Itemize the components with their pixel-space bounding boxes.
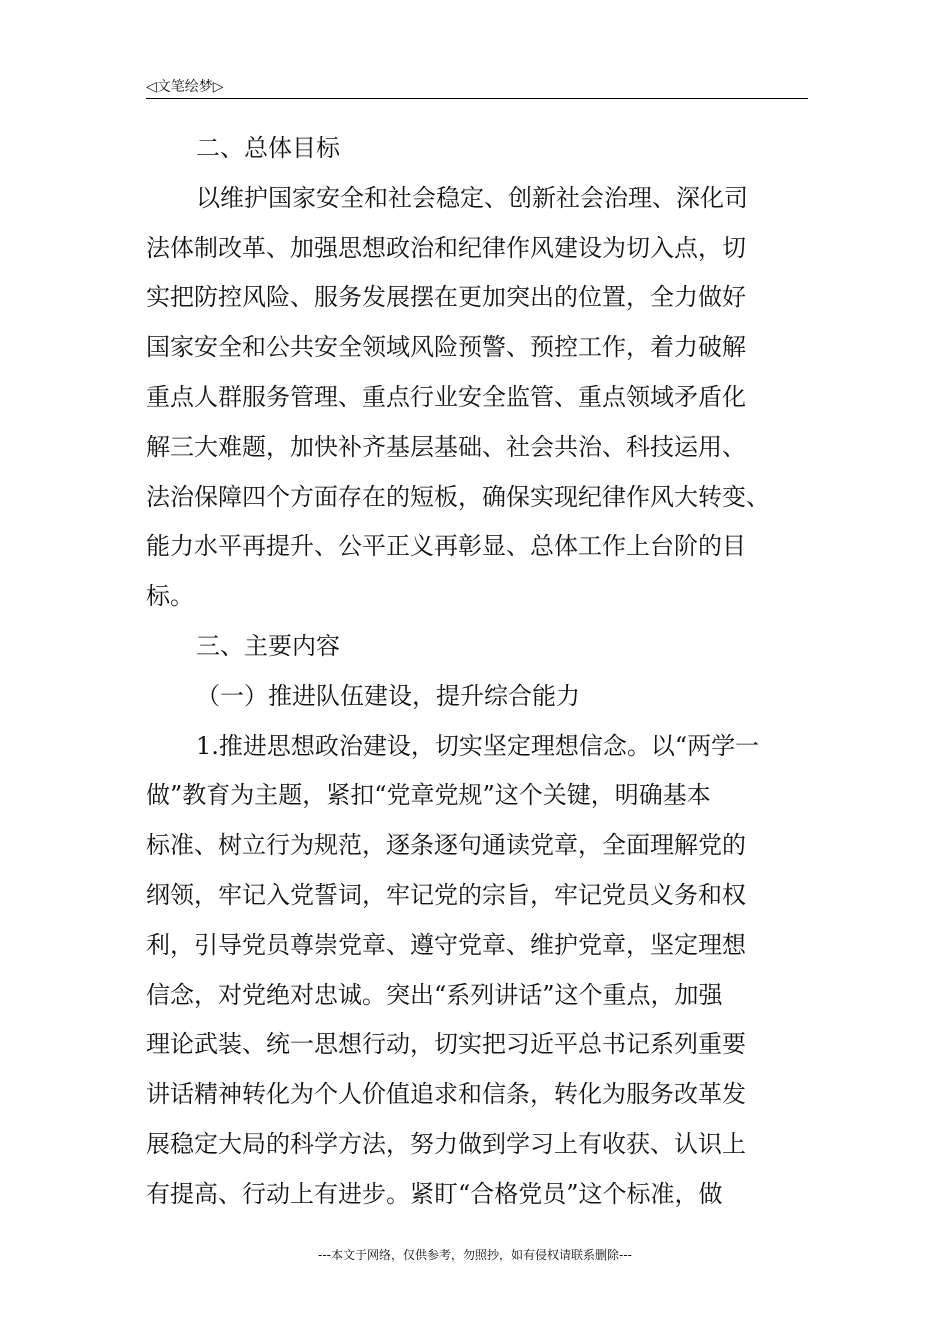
paragraph-line: 重点人群服务管理、重点行业安全监管、重点领域矛盾化 bbox=[146, 382, 746, 411]
paragraph-line: 利，引导党员尊崇党章、遵守党章、维护党章，坚定理想 bbox=[146, 930, 746, 959]
paragraph-line: 法体制改革、加强思想政治和纪律作风建设为切入点，切 bbox=[146, 233, 746, 262]
section-heading: 二、总体目标 bbox=[196, 134, 340, 162]
paragraph-line: 纲领，牢记入党誓词，牢记党的宗旨，牢记党员义务和权 bbox=[146, 880, 746, 909]
paragraph-line: 1.推进思想政治建设，切实坚定理想信念。以“两学一 bbox=[196, 731, 760, 760]
paragraph-line: 标。 bbox=[146, 582, 194, 611]
page-footer: ---本文于网络，仅供参考，勿照抄，如有侵权请联系删除--- bbox=[318, 1248, 632, 1262]
paragraph-line: 以维护国家安全和社会稳定、创新社会治理、深化司 bbox=[196, 183, 748, 212]
subsection-heading: （一）推进队伍建设，提升综合能力 bbox=[196, 681, 580, 710]
paragraph-line: 标准、树立行为规范，逐条逐句通读党章，全面理解党的 bbox=[146, 831, 746, 860]
document-body bbox=[146, 124, 808, 1220]
header-title: ◁文笔绘梦▷ bbox=[146, 79, 224, 95]
paragraph-line: 有提高、行动上有进步。紧盯“合格党员”这个标准，做 bbox=[146, 1179, 723, 1208]
paragraph-line: 国家安全和公共安全领域风险预警、预控工作，着力破解 bbox=[146, 333, 746, 362]
paragraph-line: 讲话精神转化为个人价值追求和信条，转化为服务改革发 bbox=[146, 1080, 746, 1109]
section-heading: 三、主要内容 bbox=[196, 631, 340, 660]
paragraph-line: 展稳定大局的科学方法，努力做到学习上有收获、认识上 bbox=[146, 1129, 746, 1158]
paragraph-line: 做”教育为主题，紧扣“党章党规”这个关键，明确基本 bbox=[146, 781, 711, 810]
paragraph-line: 实把防控风险、服务发展摆在更加突出的位置，全力做好 bbox=[146, 283, 746, 312]
paragraph-line: 能力水平再提升、公平正义再彰显、总体工作上台阶的目 bbox=[146, 532, 746, 561]
paragraph-line: 理论武装、统一思想行动，切实把习近平总书记系列重要 bbox=[146, 1030, 746, 1059]
paragraph-line: 解三大难题，加快补齐基层基础、社会共治、科技运用、 bbox=[146, 432, 746, 461]
paragraph-line: 法治保障四个方面存在的短板，确保实现纪律作风大转变、 bbox=[146, 482, 770, 511]
paragraph-line: 信念，对党绝对忠诚。突出“系列讲话”这个重点，加强 bbox=[146, 980, 723, 1009]
page-header bbox=[146, 74, 808, 99]
